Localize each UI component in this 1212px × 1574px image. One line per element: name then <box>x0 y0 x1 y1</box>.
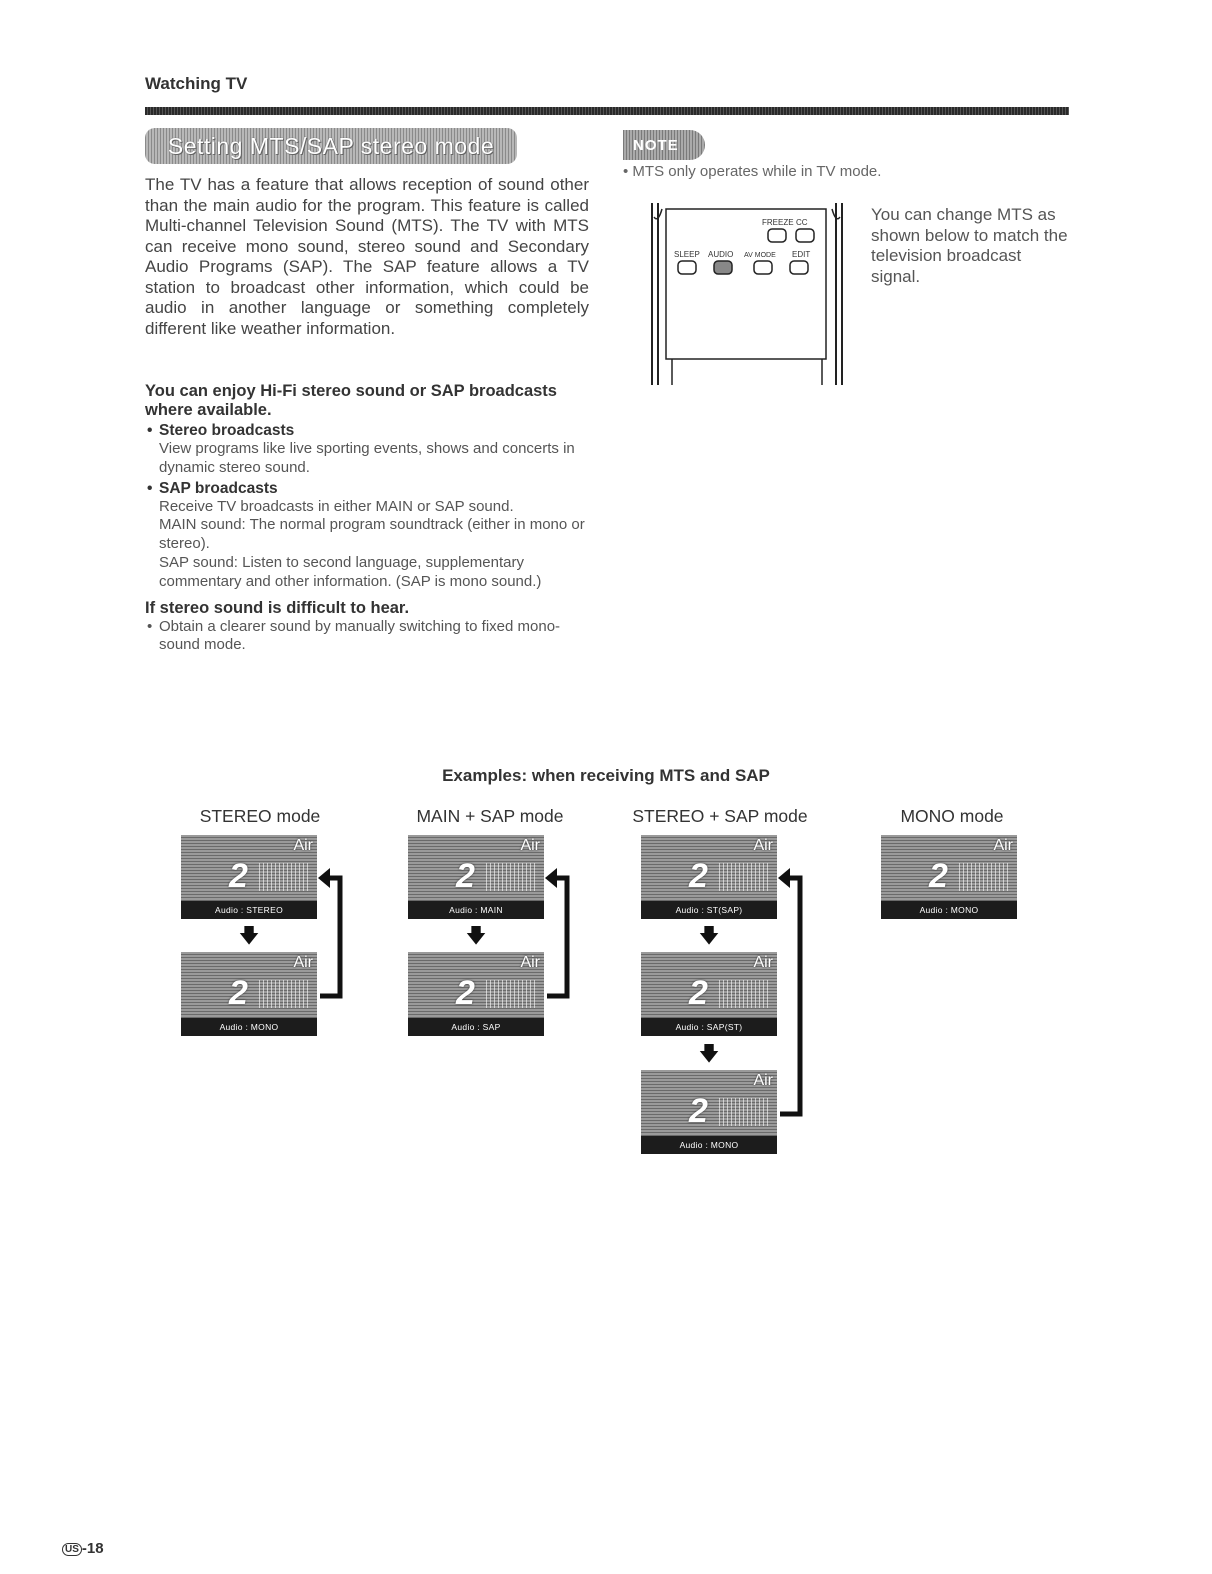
note-badge-label: NOTE <box>633 136 679 154</box>
header-rule <box>145 107 1069 115</box>
audio-label: AUDIO <box>708 250 734 259</box>
input-label: Air <box>993 837 1013 854</box>
audio-status: Audio : STEREO <box>181 901 317 919</box>
tv-screen <box>181 952 317 1036</box>
arrow-down-icon: 🡇 <box>238 925 260 947</box>
input-label: Air <box>753 837 773 854</box>
section-title-banner <box>145 128 517 164</box>
difficult-heading: If stereo sound is difficult to hear. <box>145 598 410 617</box>
difficult-body-text: Obtain a clearer sound by manually switching to fixed mono-sound mode. <box>159 617 561 654</box>
hifi-heading: You can enjoy Hi-Fi stereo sound or SAP broadcasts where available. <box>145 382 557 419</box>
freeze-label: FREEZE <box>762 218 794 227</box>
note-badge <box>623 130 705 160</box>
tv-screen <box>641 835 777 919</box>
tv-screen <box>181 835 317 919</box>
channel-number: 2 <box>229 974 248 1012</box>
cc-button[interactable] <box>796 229 814 242</box>
mode-title-stereo: STEREO mode <box>199 806 321 826</box>
hifi-block <box>145 382 591 655</box>
channel-number: 2 <box>689 974 708 1012</box>
mode-title-mono: MONO mode <box>900 806 1004 826</box>
edit-button[interactable] <box>790 261 808 274</box>
section-label: Watching TV <box>145 74 248 93</box>
mode-title-stereo-sap: STEREO + SAP mode <box>632 806 808 826</box>
sap-bullet-body-2: MAIN sound: The normal program soundtrack (either in mono or stereo). <box>159 516 585 553</box>
sap-bullet-body-1: Receive TV broadcasts in either MAIN or SAP sound. <box>159 497 514 515</box>
arrow-down-icon: 🡇 <box>465 925 487 947</box>
audio-status: Audio : MONO <box>641 1136 777 1154</box>
avmode-label: AV MODE <box>744 252 776 259</box>
avmode-button[interactable] <box>754 261 772 274</box>
section-title: Setting MTS/SAP stereo mode <box>167 132 495 159</box>
examples-title: Examples: when receiving MTS and SAP <box>442 766 770 785</box>
tv-screen <box>641 952 777 1036</box>
cycle-arrow-icon <box>543 868 573 1000</box>
sleep-button[interactable] <box>678 261 696 274</box>
tv-screen <box>408 835 544 919</box>
audio-status: Audio : MAIN <box>408 901 544 919</box>
input-label: Air <box>520 837 540 854</box>
bullet-dot: • <box>147 617 153 635</box>
tv-screen <box>408 952 544 1036</box>
page-number-text: -18 <box>81 1540 104 1557</box>
channel-number: 2 <box>229 857 248 895</box>
cycle-arrow-icon <box>776 868 806 1120</box>
channel-number: 2 <box>456 857 475 895</box>
audio-status: Audio : SAP <box>408 1018 544 1036</box>
note-text-body: MTS only operates while in TV mode. <box>632 163 882 180</box>
cc-label: CC <box>796 218 808 227</box>
mode-title-main-sap: MAIN + SAP mode <box>416 806 564 826</box>
page-number <box>62 1540 104 1557</box>
audio-button[interactable] <box>714 261 732 274</box>
arrow-down-icon: 🡇 <box>698 1043 720 1065</box>
audio-status: Audio : MONO <box>181 1018 317 1036</box>
audio-status: Audio : SAP(ST) <box>641 1018 777 1036</box>
arrow-down-icon: 🡇 <box>698 925 720 947</box>
stereo-bullet-body: View programs like live sporting events, shows and concerts in dynamic stereo sound. <box>159 440 575 476</box>
audio-status: Audio : MONO <box>881 901 1017 919</box>
intro-paragraph: The TV has a feature that allows reception of sound other than the main audio for the program. This feature is called Multi-channel Television Sound (MTS). The TV with MTS can receive mono sound, stereo sound and Secondary Audio Programs (SAP). The SAP feature allows a TV station to broadcast other information, which could be audio in another language or something completely different like weather information. <box>145 175 589 338</box>
cycle-arrow-icon <box>316 868 346 1000</box>
channel-number: 2 <box>456 974 475 1012</box>
channel-number: 2 <box>689 1092 708 1130</box>
input-label: Air <box>520 954 540 971</box>
tv-screen <box>881 835 1017 919</box>
stereo-bullet-title: • Stereo broadcasts <box>145 422 591 440</box>
remote-control-illustration <box>650 203 844 385</box>
sap-bullet-body-3: SAP sound: Listen to second language, supplementary commentary and other information. (SAP is mono sound.) <box>159 553 542 590</box>
edit-label: EDIT <box>792 250 811 259</box>
freeze-button[interactable] <box>768 229 786 242</box>
input-label: Air <box>293 837 313 854</box>
channel-number: 2 <box>689 857 708 895</box>
sap-bullet-title: • SAP broadcasts <box>145 480 591 498</box>
channel-number: 2 <box>929 857 948 895</box>
note-text: • MTS only operates while in TV mode. <box>623 163 882 180</box>
input-label: Air <box>293 954 313 971</box>
sleep-label: SLEEP <box>674 250 700 259</box>
audio-status: Audio : ST(SAP) <box>641 901 777 919</box>
remote-description: You can change MTS as shown below to match the television broadcast signal. <box>871 205 1068 286</box>
region-badge: US <box>62 1543 82 1556</box>
tv-screen <box>641 1070 777 1154</box>
input-label: Air <box>753 1072 773 1089</box>
input-label: Air <box>753 954 773 971</box>
difficult-body <box>145 618 591 656</box>
